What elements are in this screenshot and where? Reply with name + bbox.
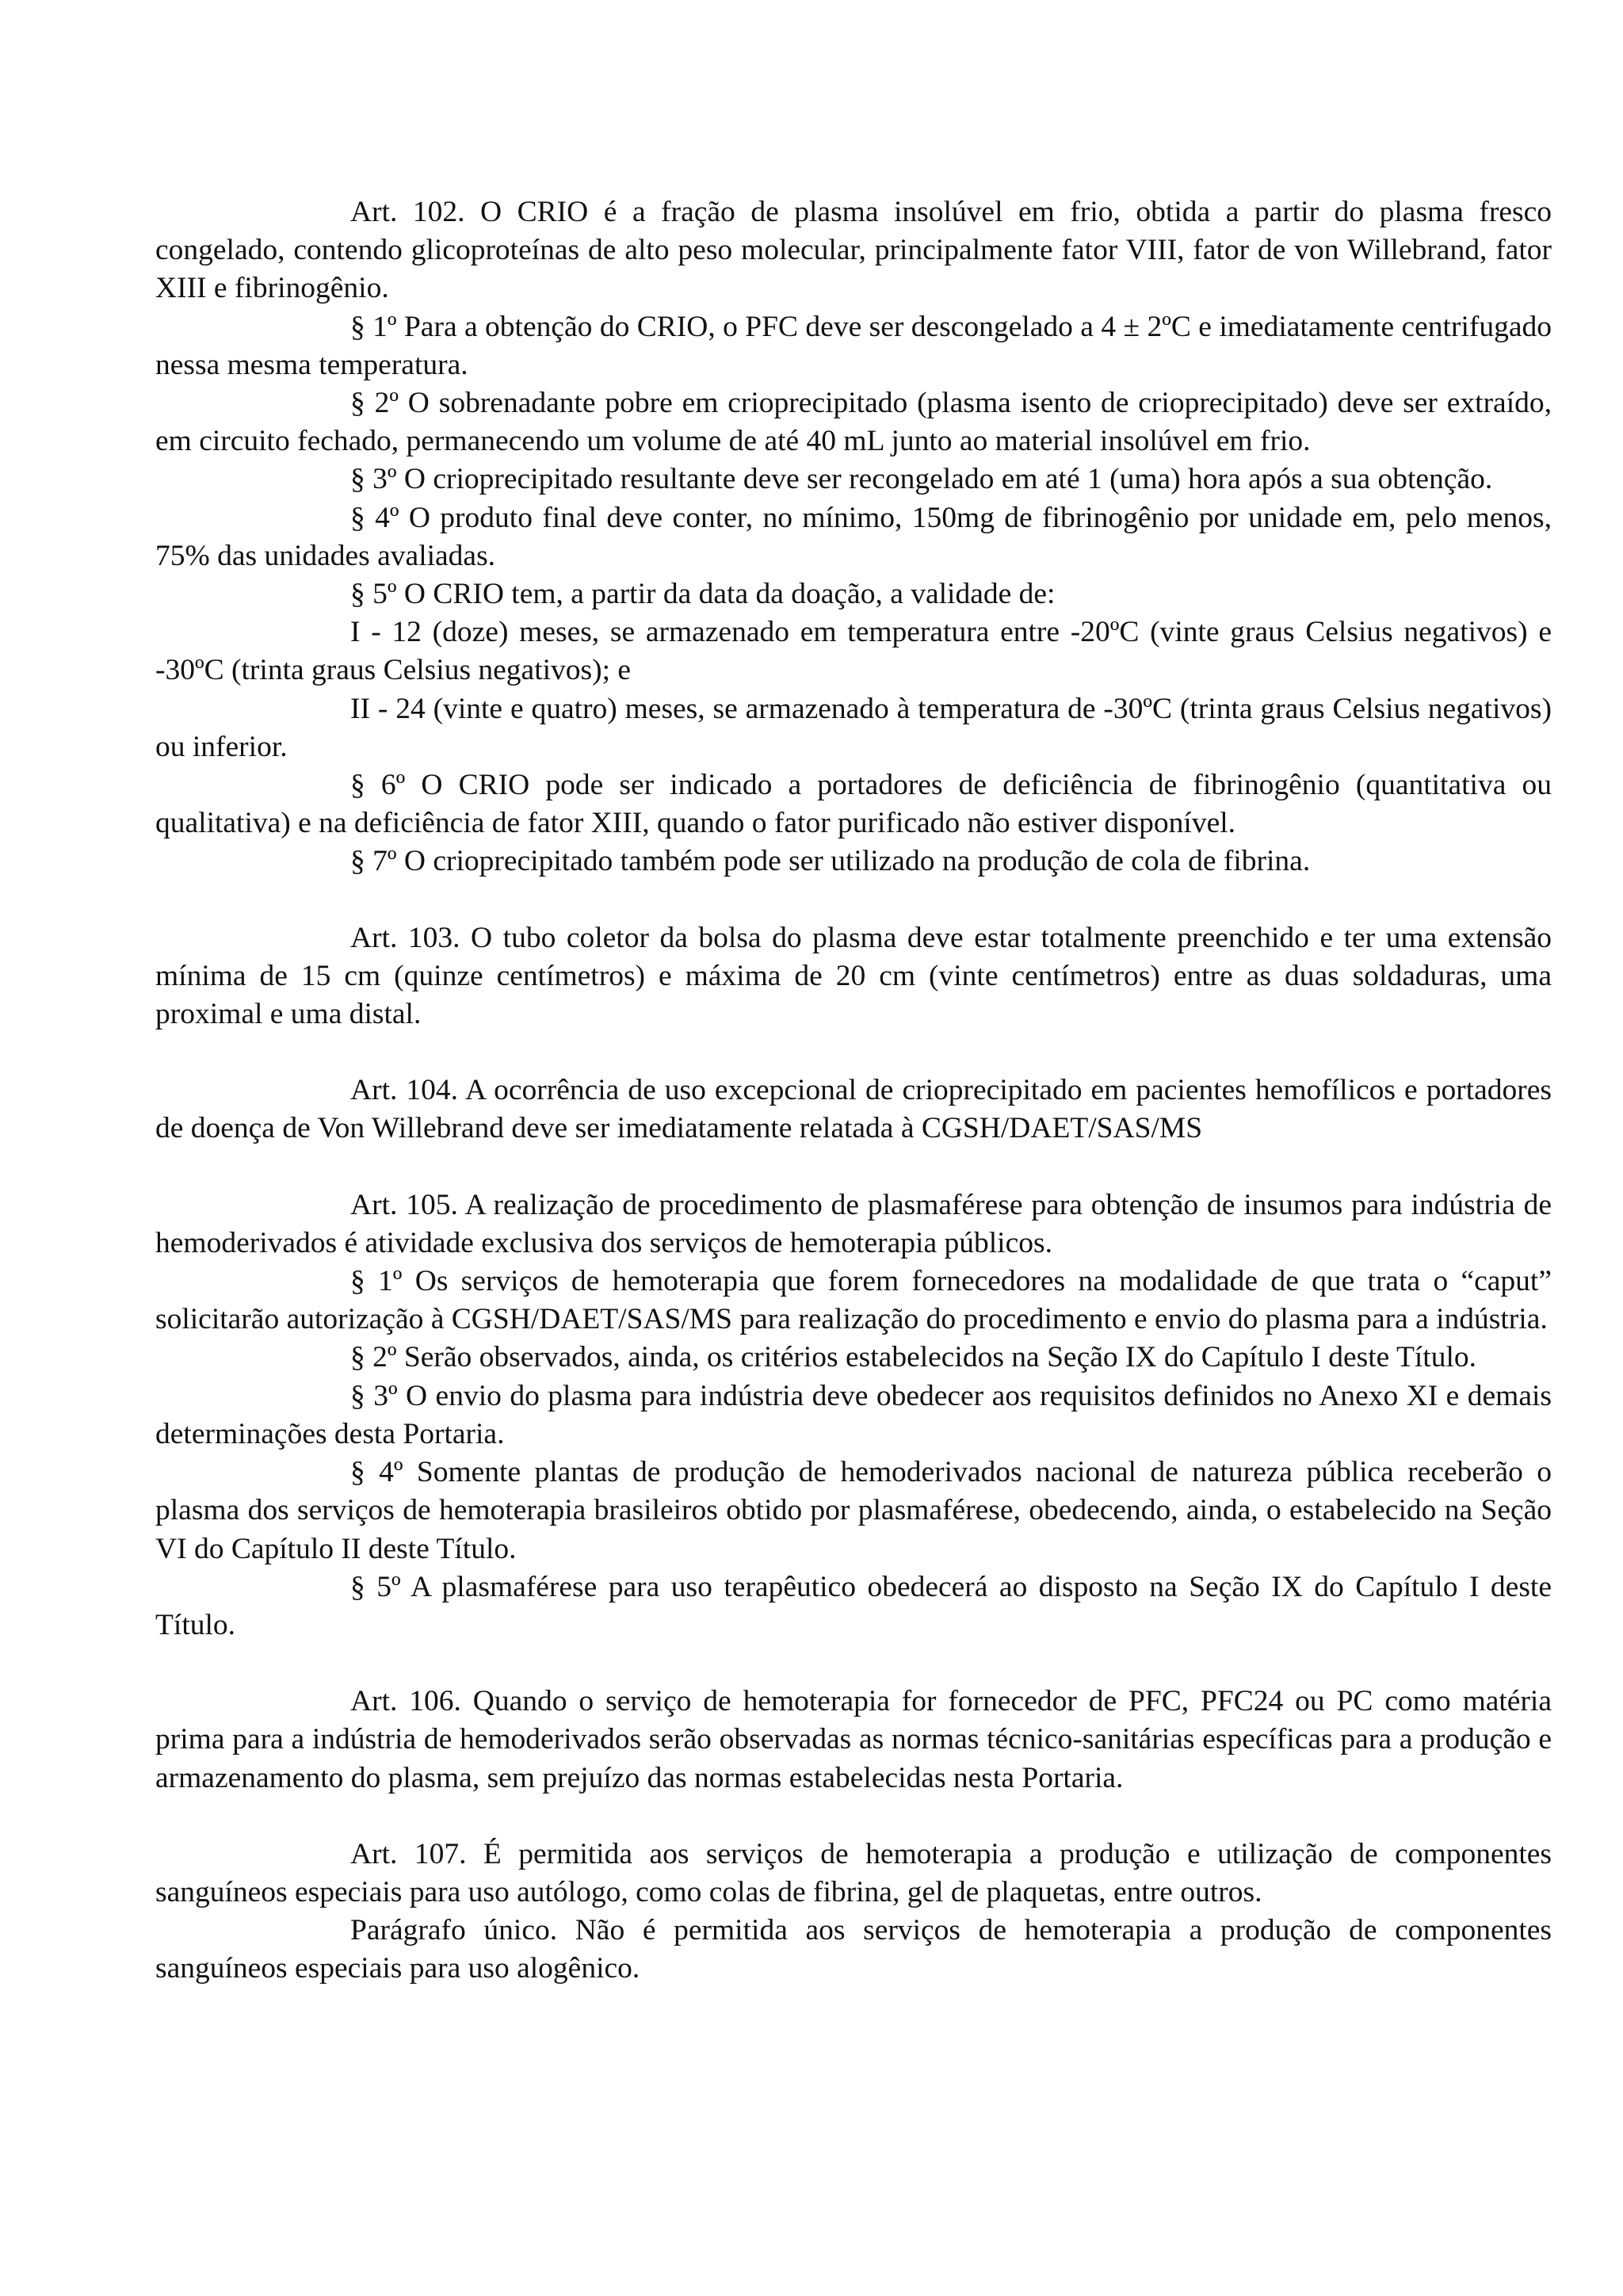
article-102-item-i: I - 12 (doze) meses, se armazenado em temperatura entre -20ºC (vinte graus Celsius negativos) e -30ºC (trinta graus Celsius negativos); e (155, 616, 1552, 687)
document-body (155, 193, 1552, 1988)
article-102-paragraph-4: § 4º O produto final deve conter, no mínimo, 150mg de fibrinogênio por unidade em, pelo menos, 75% das unidades avaliadas. (155, 501, 1552, 572)
article-102-paragraph-3: § 3º O crioprecipitado resultante deve ser recongelado em até 1 (uma) hora após a sua obtenção. (350, 463, 1493, 496)
article-102-paragraph-6: § 6º O CRIO pode ser indicado a portadores de deficiência de fibrinogênio (quantitativa ou qualitativa) e na deficiência de fator XIII, quando o fator purificado não estiver disponível. (155, 769, 1552, 840)
article-105-paragraph-3: § 3º O envio do plasma para indústria deve obedecer aos requisitos definidos no Anexo XI e demais determinações desta Portaria. (155, 1379, 1552, 1450)
article-102-paragraph-2: § 2º O sobrenadante pobre em crioprecipitado (plasma isento de crioprecipitado) deve ser extraído, em circuito fechado, permanecendo um volume de até 40 mL junto ao material insolúvel em frio. (155, 387, 1552, 458)
article-105-paragraph-1: § 1º Os serviços de hemoterapia que forem fornecedores na modalidade de que trata o “caput” solicitarão autorização à CGSH/DAET/SAS/MS para realização do procedimento e envio do plasma para a indústria. (155, 1265, 1552, 1336)
article-105-paragraph-2: § 2º Serão observados, ainda, os critérios estabelecidos na Seção IX do Capítulo I deste Título. (350, 1341, 1476, 1374)
article-106: Art. 106. Quando o serviço de hemoterapia for fornecedor de PFC, PFC24 ou PC como matéria prima para a indústria de hemoderivados serão observadas as normas técnico-sanitárias específicas para a produção e armazenamento do plasma, sem prejuízo das normas estabelecidas nesta Portaria. (155, 1685, 1552, 1794)
article-105-paragraph-5: § 5º A plasmaférese para uso terapêutico obedecerá ao disposto na Seção IX do Capítulo I deste Título. (155, 1570, 1552, 1641)
article-102-paragraph-7: § 7º O crioprecipitado também pode ser utilizado na produção de cola de fibrina. (350, 845, 1311, 878)
article-102-paragraph-1: § 1º Para a obtenção do CRIO, o PFC deve ser descongelado a 4 ± 2ºC e imediatamente centrifugado nessa mesma temperatura. (155, 310, 1552, 381)
article-107: Art. 107. É permitida aos serviços de hemoterapia a produção e utilização de componentes sanguíneos especiais para uso autólogo, como colas de fibrina, gel de plaquetas, entre outros. (155, 1837, 1552, 1908)
article-107-sole-paragraph: Parágrafo único. Não é permitida aos serviços de hemoterapia a produção de componentes sanguíneos especiais para uso alogênico. (155, 1914, 1552, 1985)
article-104: Art. 104. A ocorrência de uso excepcional de crioprecipitado em pacientes hemofílicos e portadores de doença de Von Willebrand deve ser imediatamente relatada à CGSH/DAET/SAS/MS (155, 1074, 1552, 1145)
article-105: Art. 105. A realização de procedimento de plasmaférese para obtenção de insumos para indústria de hemoderivados é atividade exclusiva dos serviços de hemoterapia públicos. (155, 1188, 1552, 1259)
article-105-paragraph-4: § 4º Somente plantas de produção de hemoderivados nacional de natureza pública receberão o plasma dos serviços de hemoterapia brasileiros obtido por plasmaférese, obedecendo, ainda, o estabelecido na Seção VI do Capítulo II deste Título. (155, 1456, 1552, 1565)
article-102: Art. 102. O CRIO é a fração de plasma insolúvel em frio, obtida a partir do plasma fresco congelado, contendo glicoproteínas de alto peso molecular, principalmente fator VIII, fator de von Willebrand, fator XIII e fibrinogênio. (155, 196, 1552, 305)
article-103: Art. 103. O tubo coletor da bolsa do plasma deve estar totalmente preenchido e ter uma extensão mínima de 15 cm (quinze centímetros) e máxima de 20 cm (vinte centímetros) entre as duas soldaduras, uma proximal e uma distal. (155, 921, 1552, 1031)
article-102-item-ii: II - 24 (vinte e quatro) meses, se armazenado à temperatura de -30ºC (trinta graus Celsius negativos) ou inferior. (155, 692, 1552, 763)
article-102-paragraph-5: § 5º O CRIO tem, a partir da data da doação, a validade de: (350, 578, 1056, 611)
